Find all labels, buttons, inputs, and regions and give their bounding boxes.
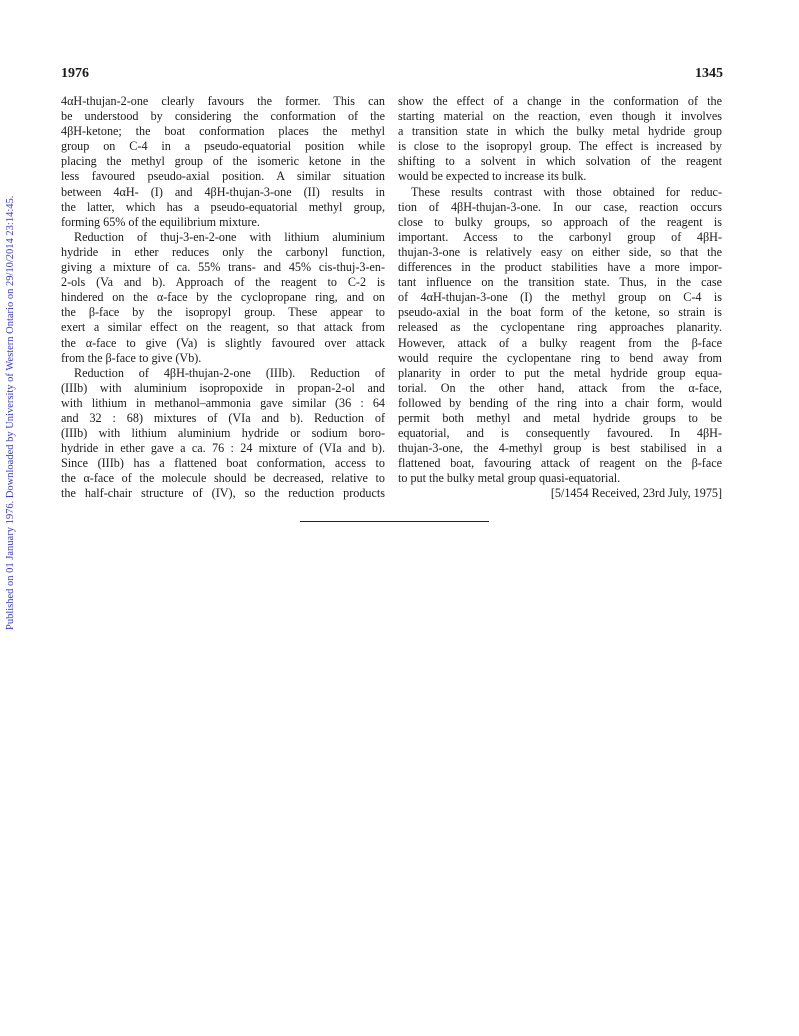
text-line: starting material on the reaction, even though it involves [398, 109, 722, 124]
text-line: the β-face by the isopropyl group. These appear to [61, 305, 385, 320]
text-line: and 32 : 68) mixtures of (VIa and b). Reduction of [61, 410, 385, 425]
download-notice-text: Published on 01 January 1976. Downloaded by University of Western Ontario on 29/10/2014 23:14:45. [5, 195, 16, 630]
text-line: less favoured pseudo-axial position. A similar situation [61, 169, 385, 184]
text-line: hydride in ether reduces only the carbonyl function, [61, 244, 385, 259]
download-notice [4, 160, 20, 630]
text-line: released as the cyclopentane ring approaches planarity. [398, 320, 722, 335]
right-column [398, 94, 722, 502]
text-line: However, attack of a bulky reagent from the β-face [398, 335, 722, 350]
text-line: from the β-face to give (Vb). [61, 350, 202, 365]
text-line: Since (IIIb) has a flattened boat conformation, access to [61, 456, 385, 471]
text-line: thujan-3-one is relatively easy on either side, so that the [398, 244, 722, 259]
left-column [61, 94, 385, 502]
text-line: thujan-3-one, the 4-methyl group is best stabilised in a [398, 441, 722, 456]
text-line: flattened boat, favouring attack of reagent on the β-face [398, 456, 722, 471]
text-line: tion of 4βH-thujan-3-one. In our case, reaction occurs [398, 199, 722, 214]
text-line: 4βH-ketone; the boat conformation places the methyl [61, 124, 385, 139]
text-line: planarity in order to put the metal hydride group equa- [398, 365, 722, 380]
text-line: the half-chair structure of (IV), so the reduction products [61, 486, 385, 501]
text-line: differences in the product stabilities have a more impor- [398, 260, 722, 275]
text-line: is close to the isopropyl group. The effect is increased by [398, 139, 722, 154]
text-line: shifting to a solvent in which solvation of the reagent [398, 154, 722, 169]
text-line: hydride in ether gave a ca. 76 : 24 mixture of (VIa and b). [61, 441, 385, 456]
text-line: giving a mixture of ca. 55% trans- and 45% cis-thuj-3-en- [61, 260, 385, 275]
text-line: 2-ols (Va and b). Approach of the reagent to C-2 is [61, 275, 385, 290]
text-line: permit both methyl and metal hydride groups to be [398, 410, 722, 425]
text-line: to put the bulky metal group quasi-equatorial. [398, 471, 621, 486]
section-divider [300, 521, 489, 522]
received-date-line: [5/1454 Received, 23rd July, 1975] [550, 486, 722, 501]
right-page-number: 1345 [695, 66, 723, 81]
text-line: important. Access to the carbonyl group of 4βH- [398, 229, 722, 244]
text-line: Reduction of thuj-3-en-2-one with lithium aluminium [74, 229, 385, 244]
text-line: hindered on the α-face by the cyclopropane ring, and on [61, 290, 385, 305]
text-line: These results contrast with those obtained for reduc- [411, 184, 722, 199]
text-line: be understood by considering the conformation of the [61, 109, 385, 124]
text-line: forming 65% of the equilibrium mixture. [61, 214, 260, 229]
text-line: tant influence on the transition state. Thus, in the case [398, 275, 722, 290]
text-line: placing the methyl group of the isomeric ketone in the [61, 154, 385, 169]
text-line: a transition state in which the bulky metal hydride group [398, 124, 722, 139]
text-line: (IIIb) with aluminium isopropoxide in propan-2-ol and [61, 380, 385, 395]
text-line: group on C-4 in a pseudo-equatorial position while [61, 139, 385, 154]
text-line: pseudo-axial in the boat form of the ketone, so strain is [398, 305, 722, 320]
text-line: torial. On the other hand, attack from the α-face, [398, 380, 722, 395]
text-line: followed by bending of the ring into a chair form, would [398, 395, 722, 410]
text-line: close to bulky groups, so approach of the reagent is [398, 214, 722, 229]
left-page-number: 1976 [61, 66, 89, 81]
text-line: between 4αH- (I) and 4βH-thujan-3-one (II) results in [61, 184, 385, 199]
text-line: would be expected to increase its bulk. [398, 169, 587, 184]
text-line: the α-face of the molecule should be decreased, relative to [61, 471, 385, 486]
text-line: of 4αH-thujan-3-one (I) the methyl group on C-4 is [398, 290, 722, 305]
text-line: equatorial, and is consequently favoured. In 4βH- [398, 426, 722, 441]
text-line: the α-face to give (Va) is slightly favoured over attack [61, 335, 385, 350]
text-line: (IIIb) with lithium aluminium hydride or sodium boro- [61, 426, 385, 441]
text-line: exert a similar effect on the reagent, so that attack from [61, 320, 385, 335]
text-line: the latter, which has a pseudo-equatorial methyl group, [61, 199, 385, 214]
text-line: Reduction of 4βH-thujan-2-one (IIIb). Reduction of [74, 365, 385, 380]
text-line: would require the cyclopentane ring to bend away from [398, 350, 722, 365]
text-line: show the effect of a change in the conformation of the [398, 94, 722, 108]
text-line: 4αH-thujan-2-one clearly favours the former. This can [61, 94, 385, 108]
text-line: with lithium in methanol–ammonia gave similar (36 : 64 [61, 395, 385, 410]
